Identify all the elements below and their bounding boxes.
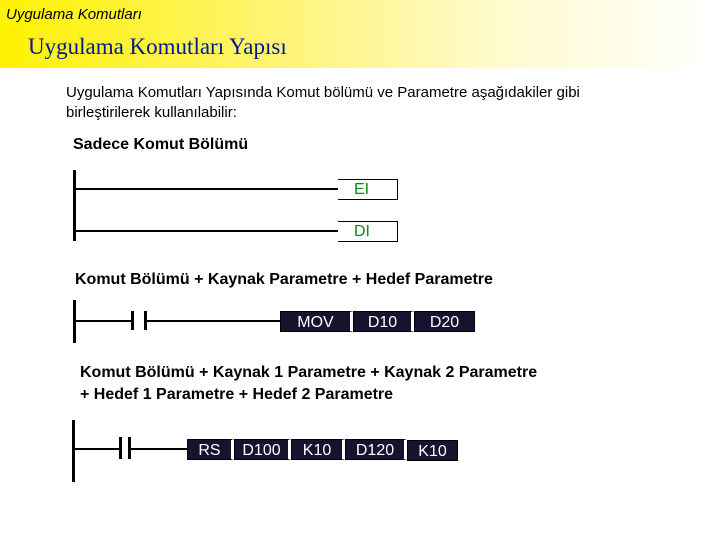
rung-line <box>76 188 338 190</box>
section-heading-two-sources-two-destinations: Komut Bölümü + Kaynak 1 Parametre + Kaynak 2 Parametre + Hedef 1 Parametre + Hedef 2 Parametre <box>80 364 538 403</box>
parameter-cell-source-2: K10 <box>291 439 345 460</box>
rung-line <box>147 320 280 322</box>
section-heading-komut-only: Sadece Komut Bölümü <box>73 136 249 153</box>
page-title: Uygulama Komutları Yapısı <box>28 34 287 59</box>
parameter-cell-destination: D20 <box>414 311 475 332</box>
intro-paragraph: Uygulama Komutları Yapısında Komut bölümü ve Parametre aşağıdakiler gibi birleştirilerek kullanılabilir: <box>66 84 580 121</box>
parameter-cell-source: D10 <box>353 311 414 332</box>
parameter-cell-destination-1: D120 <box>345 439 407 460</box>
instruction-box-di <box>338 221 398 242</box>
rung-line <box>131 448 187 450</box>
command-ei: EI <box>354 181 370 198</box>
instruction-box-ei <box>338 179 398 200</box>
contact-left-bar <box>131 311 134 330</box>
instruction-cell-mov: MOV <box>280 311 353 332</box>
parameter-cell-source-1: D100 <box>234 439 291 460</box>
parameter-cell-destination-2: K10 <box>407 440 458 461</box>
command-di: DI <box>354 223 370 240</box>
rung-line <box>76 320 131 322</box>
rung-line <box>76 230 338 232</box>
rung-line <box>75 448 119 450</box>
contact-left-bar <box>119 437 122 459</box>
instruction-cell-rs: RS <box>187 439 234 460</box>
left-power-rail <box>72 420 75 482</box>
breadcrumb: Uygulama Komutları <box>6 6 142 23</box>
section-heading-source-destination: Komut Bölümü + Kaynak Parametre + Hedef Parametre <box>75 271 493 288</box>
